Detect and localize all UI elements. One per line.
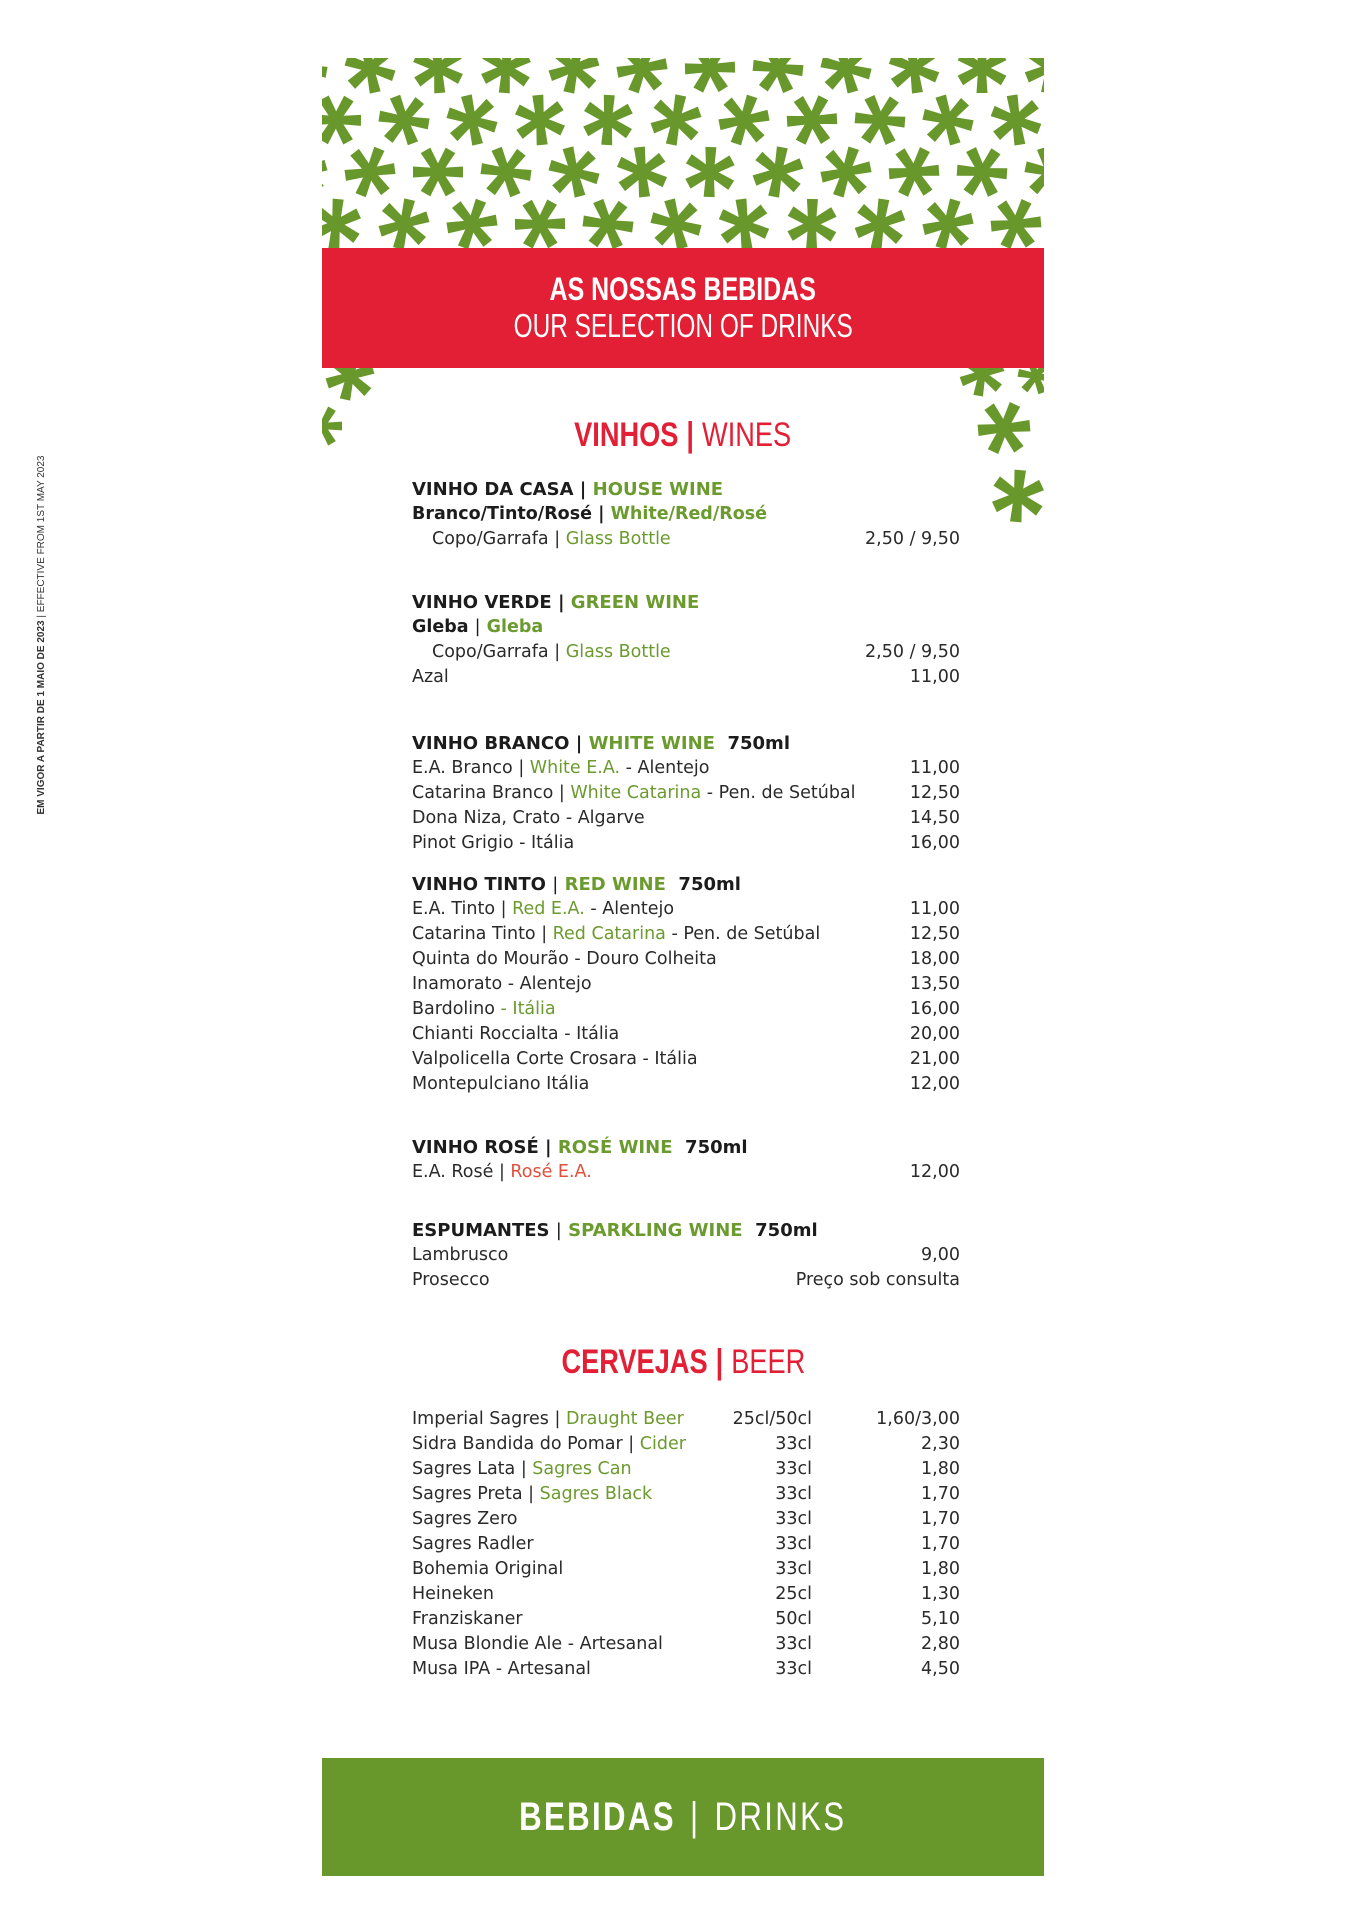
asterisk-icon [375,194,434,248]
item-separator: | [515,1459,533,1479]
asterisk-icon [471,137,540,206]
item-name: Prosecco [412,1270,490,1290]
item-name: Sidra Bandida do Pomar [412,1434,623,1454]
item-separator: | [493,1162,511,1182]
item-price: 2,30 [921,1434,960,1454]
item-name-en: Rosé E.A. [510,1162,592,1182]
asterisk-icon [322,142,332,202]
beer-row [412,1657,960,1682]
green-wine-subheading: Gleba | Gleba [412,617,544,637]
wine-row [412,897,960,922]
item-price: 1,80 [921,1459,960,1479]
item-origin: - Alentejo [584,899,675,919]
item-volume: 33cl [775,1559,812,1579]
asterisk-icon [750,143,807,201]
item-price: 1,70 [921,1509,960,1529]
house-wine-row: Copo/Garrafa | Glass Bottle 2,50 / 9,50 [412,527,960,552]
beer-row [412,1607,960,1632]
red-wine-section [412,872,960,1097]
item-name-en: Sagres Can [532,1459,632,1479]
asterisk-icon [647,91,704,149]
item-price: 18,00 [909,949,960,969]
asterisk-icon [437,85,507,155]
item-volume: 33cl [775,1534,812,1554]
item-separator: | [512,758,530,778]
item-price: 12,00 [909,1074,960,1094]
item-volume: 33cl [775,1659,812,1679]
item-name: Chianti Roccialta - Itália [412,1024,620,1044]
item-name: Valpolicella Corte Crosara - Itália [412,1049,698,1069]
item-name: E.A. Branco [412,758,513,778]
item-separator: | [622,1434,640,1454]
item-separator: | [522,1484,540,1504]
item-name: Sagres Lata [412,1459,516,1479]
asterisk-icon [983,191,1044,248]
item-volume: 25cl [775,1584,812,1604]
asterisk-icon [811,58,881,103]
wine-row [412,1072,960,1097]
footer-separator: | [690,1794,701,1839]
item-name: Musa Blondie Ale - Artesanal [412,1634,663,1654]
beer-row [412,1432,960,1457]
item-volume: 33cl [775,1634,812,1654]
item-price: 4,50 [921,1659,960,1679]
beer-row [412,1407,960,1432]
item-separator: | [495,899,513,919]
item-price: 1,70 [921,1484,960,1504]
asterisk-icon [322,86,370,154]
asterisk-icon [335,58,405,103]
beer-title-en: BEER [730,1343,805,1381]
item-name: Franziskaner [412,1609,523,1629]
item-separator: | [535,924,553,944]
footer-banner [322,1758,1044,1876]
asterisk-icon [958,58,1007,93]
item-price: 1,80 [921,1559,960,1579]
asterisk-icon [440,192,503,248]
asterisk-icon [506,86,575,155]
asterisk-icon [744,58,813,103]
item-price: 12,50 [909,924,960,944]
item-name: Dona Niza, Crato - Algarve [412,808,645,828]
item-name: Quinta do Mourão - Douro Colheita [412,949,717,969]
beer-row [412,1632,960,1657]
beer-row [412,1507,960,1532]
footer-title-en: DRINKS [714,1794,847,1839]
asterisk-icon [545,58,603,98]
asterisk-icon [913,85,983,155]
item-name: Catarina Tinto [412,924,536,944]
wine-row [412,972,960,997]
wines-title-en: WINES [702,416,792,454]
item-name: Montepulciano Itália [412,1074,590,1094]
sparkling-wine-list [412,1243,960,1293]
wines-title-separator: | [686,416,695,454]
rose-wine-section [412,1135,960,1185]
wine-row [412,756,960,781]
item-name-en: Draught Beer [565,1409,684,1429]
beer-section-title [322,1343,1044,1382]
green-wine-section [412,590,960,690]
asterisk-icon [607,138,676,207]
effective-date-en: EFFECTIVE FROM 1ST MAY 2023 [36,455,47,613]
white-wine-heading: VINHO BRANCO | WHITE WINE 750ml [412,733,790,754]
effective-date-pt: EM VIGOR A PARTIR DE 1 MAIO DE 2023 [36,620,47,815]
item-price: 11,00 [909,758,960,778]
wine-row [412,922,960,947]
sparkling-wine-section [412,1218,960,1293]
asterisk-icon [322,368,378,404]
effective-date-separator: | [36,615,47,618]
asterisk-icon [981,85,1044,154]
green-wine-heading: VINHO VERDE | GREEN WINE [412,592,700,613]
item-origin: - Pen. de Setúbal [701,783,856,803]
item-price: 14,50 [909,808,960,828]
item-name: Catarina Branco [412,783,554,803]
asterisk-icon [611,58,674,100]
item-name: Sagres Preta [412,1484,523,1504]
asterisk-icon [322,58,333,100]
item-volume: 33cl [775,1434,812,1454]
asterisk-icon [990,468,1044,524]
wine-row [412,947,960,972]
effective-date-note [30,455,54,815]
item-price: 20,00 [909,1024,960,1044]
wine-row [412,806,960,831]
asterisk-icon [677,58,744,102]
asterisk-icon [709,189,778,248]
item-name-en: - Itália [494,999,556,1019]
item-price: 1,70 [921,1534,960,1554]
asterisk-icon [811,241,880,248]
item-price: 21,00 [909,1049,960,1069]
wine-row [412,1022,960,1047]
asterisk-icon [1022,58,1044,96]
item-name: Bardolino [412,999,495,1019]
item-name: Inamorato - Alentejo [412,974,592,994]
asterisk-icon [369,85,438,155]
wine-row [412,997,960,1022]
asterisk-pattern-graphic [322,58,1044,248]
asterisk-icon [507,190,574,248]
beer-title-separator: | [715,1343,723,1381]
asterisk-icon [1015,137,1044,207]
red-wine-list [412,897,960,1097]
item-origin: - Alentejo [620,758,710,778]
item-name: Bohemia Original [412,1559,564,1579]
wine-row [412,1243,960,1268]
asterisk-icon [881,139,947,205]
item-price: 12,50 [909,783,960,803]
item-name: Sagres Radler [412,1534,534,1554]
white-wine-list [412,756,960,856]
beer-row [412,1532,960,1557]
asterisk-icon [846,86,915,155]
wine-row [412,831,960,856]
menu-card [322,58,1044,1876]
beer-row [412,1582,960,1607]
item-volume: 50cl [775,1609,812,1629]
item-separator: | [548,1409,566,1429]
asterisk-icon [879,58,948,103]
asterisk-icon [641,189,711,248]
house-wine-section [412,477,960,552]
house-wine-subheading: Branco/Tinto/Rosé | White/Red/Rosé [412,504,768,524]
item-price: 16,00 [909,999,960,1019]
header-title: AS NOSSAS BEBIDAS [549,270,817,307]
item-name-en: Red Catarina [552,924,666,944]
white-wine-section [412,731,960,856]
item-price: 1,30 [921,1584,960,1604]
red-wine-heading: VINHO TINTO | RED WINE 750ml [412,874,741,895]
wines-section-title [322,416,1044,455]
item-price: 13,50 [909,974,960,994]
item-name: E.A. Tinto [412,899,496,919]
beer-section [412,1407,960,1682]
item-price: 9,00 [921,1245,960,1265]
asterisk-icon [322,197,362,248]
rose-wine-heading: VINHO ROSÉ | ROSÉ WINE 750ml [412,1137,748,1158]
item-name-en: Cider [639,1434,686,1454]
asterisk-icon [685,146,736,198]
asterisk-icon [779,87,845,154]
item-name-en: White E.A. [529,758,621,778]
item-price: 1,60/3,00 [876,1409,960,1429]
asterisk-icon [338,140,402,205]
item-name: Heineken [412,1584,495,1604]
beer-row [412,1557,960,1582]
asterisk-icon [1011,368,1044,401]
sparkling-wine-heading: ESPUMANTES | SPARKLING WINE 750ml [412,1220,818,1241]
wine-row [412,781,960,806]
item-name-en: Sagres Black [539,1484,653,1504]
asterisk-icon [713,88,775,151]
item-volume: 33cl [775,1509,812,1529]
footer-title: BEBIDAS [519,1794,677,1839]
asterisk-icon [743,241,813,248]
asterisk-icon [917,193,978,248]
asterisk-pattern [322,58,1044,248]
azal-price: 11,00 [909,667,960,687]
beer-row [412,1457,960,1482]
item-volume: 25cl/50cl [732,1409,812,1429]
header-subtitle: OUR SELECTION OF DRINKS [513,307,853,345]
item-price: 11,00 [909,899,960,919]
item-price: 2,80 [921,1634,960,1654]
beer-title: CERVEJAS [561,1343,708,1381]
wine-row [412,1268,960,1293]
asterisk-icon [573,189,642,248]
asterisk-icon [787,199,837,248]
asterisk-icon [957,368,1007,399]
item-price: 5,10 [921,1609,960,1629]
item-volume: 33cl [775,1484,812,1504]
item-name-en: Red E.A. [512,899,585,919]
asterisk-icon [480,58,532,95]
house-wine-heading: VINHO DA CASA | HOUSE WINE [412,479,724,500]
green-wine-price: 2,50 / 9,50 [865,642,960,662]
item-name-en: White Catarina [570,783,702,803]
asterisk-icon [539,137,609,207]
asterisk-icon [948,138,1016,207]
beer-list [412,1407,960,1682]
item-name: Lambrusco [412,1245,509,1265]
asterisk-icon [404,58,473,102]
item-name: E.A. Rosé [412,1162,494,1182]
item-separator: | [553,783,571,803]
item-name: Imperial Sagres [412,1409,549,1429]
asterisk-icon [582,94,633,146]
header-banner [322,248,1044,368]
asterisk-icon [404,138,471,206]
wine-row [412,1047,960,1072]
wine-row [412,1160,960,1185]
item-price: 16,00 [909,833,960,853]
item-price: 12,00 [909,1162,960,1182]
rose-wine-list [412,1160,960,1185]
green-wine-row: Copo/Garrafa | Glass Bottle 2,50 / 9,50 [412,640,960,665]
house-wine-price: 2,50 / 9,50 [865,529,960,549]
item-name: Pinot Grigio - Itália [412,833,575,853]
wines-title: VINHOS [574,416,679,454]
azal-row: Azal 11,00 [412,665,960,690]
asterisk-icon [852,195,908,248]
item-name: Musa IPA - Artesanal [412,1659,591,1679]
asterisk-icon [815,141,877,204]
beer-row [412,1482,960,1507]
item-volume: 33cl [775,1459,812,1479]
item-name: Sagres Zero [412,1509,518,1529]
item-price: Preço sob consulta [795,1270,960,1290]
item-origin: - Pen. de Setúbal [665,924,821,944]
